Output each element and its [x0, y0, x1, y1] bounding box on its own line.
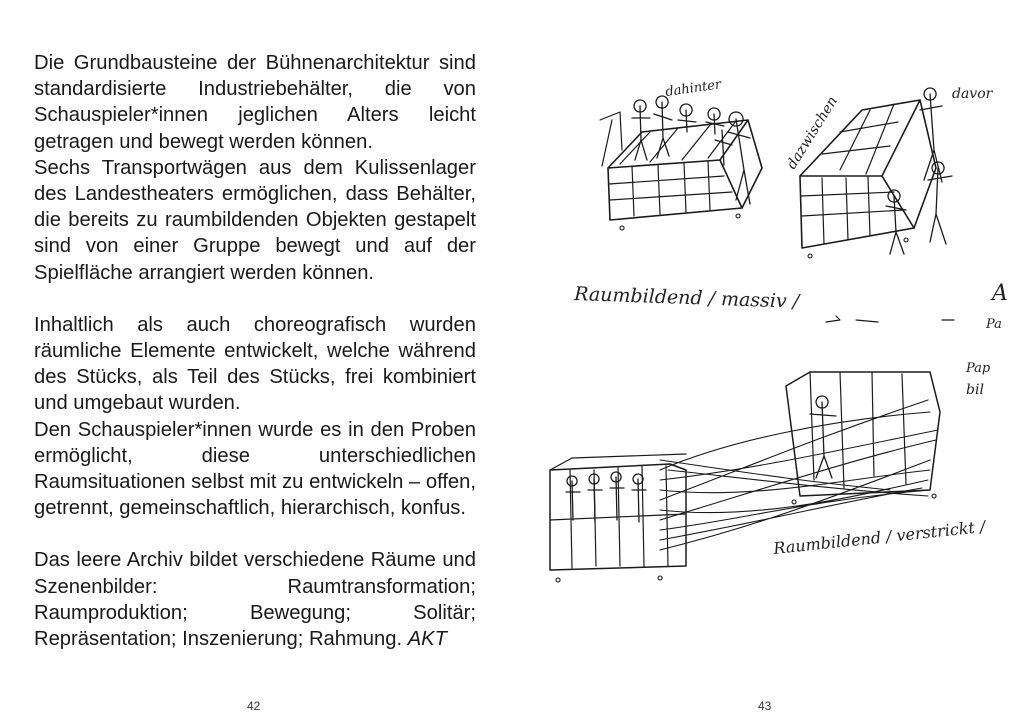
- paragraph-4: Den Schauspieler*innen wurde es in den Proben ermöglicht, diese unterschiedlichen Raumsituationen selbst mit zu entwickeln – offen, getrennt, gemeinschaftlich, hierarchisch, konfus.: [34, 418, 476, 520]
- stage-sketches: [510, 0, 1020, 724]
- right-page: [510, 0, 1020, 724]
- body-text: [34, 50, 476, 652]
- edge-fragment-a: A: [992, 281, 1008, 306]
- paragraph-5-text: Das leere Archiv bildet verschiedene Räume und Szenenbilder: Raumtransformation; Raumproduktion; Bewegung; Solitär; Repräsentation; Inszenierung; Rahmung.: [34, 549, 476, 651]
- label-davor: davor: [952, 86, 993, 102]
- paragraph-1: Die Grundbausteine der Bühnenarchitektur sind standardisierte Industriebehälter, die von Schauspieler*innen jeglichen Alters leicht getragen und bewegt werden können.: [34, 52, 476, 153]
- sketch-scribble: [826, 316, 954, 322]
- edge-fragment-pa: Pa: [986, 317, 1002, 332]
- page-number-left: 42: [247, 699, 261, 713]
- label-raumbildend-massiv: Raumbildend / massiv /: [573, 283, 800, 313]
- paragraph-2: Sechs Transportwägen aus dem Kulissenlager des Landestheaters ermöglichen, dass Behälter, die bereits zu raumbildenden Objekten gestapelt sind von einer Gruppe bewegt und auf der Spielfläche arrangiert werden können.: [34, 156, 476, 284]
- paragraph-3: Inhaltlich als auch choreografisch wurden räumliche Elemente entwickelt, welche während des Stücks, als Teil des Stücks, frei kombiniert und umgebaut wurden.: [34, 313, 476, 415]
- sketch-block-massiv-left: [600, 96, 762, 230]
- paragraph-5: [34, 547, 476, 652]
- edge-fragment-pap: Pap: [966, 361, 991, 376]
- author-signature: AKT: [407, 628, 447, 651]
- sketch-verstrickt: [550, 372, 940, 582]
- label-dahinter: dahinter: [664, 77, 723, 100]
- edge-fragment-bil: bil: [966, 382, 984, 398]
- label-dazwischen: dazwischen: [783, 93, 842, 173]
- page-number-right: 43: [758, 699, 772, 713]
- label-raumbildend-verstrickt: Raumbildend / verstrickt /: [772, 516, 987, 558]
